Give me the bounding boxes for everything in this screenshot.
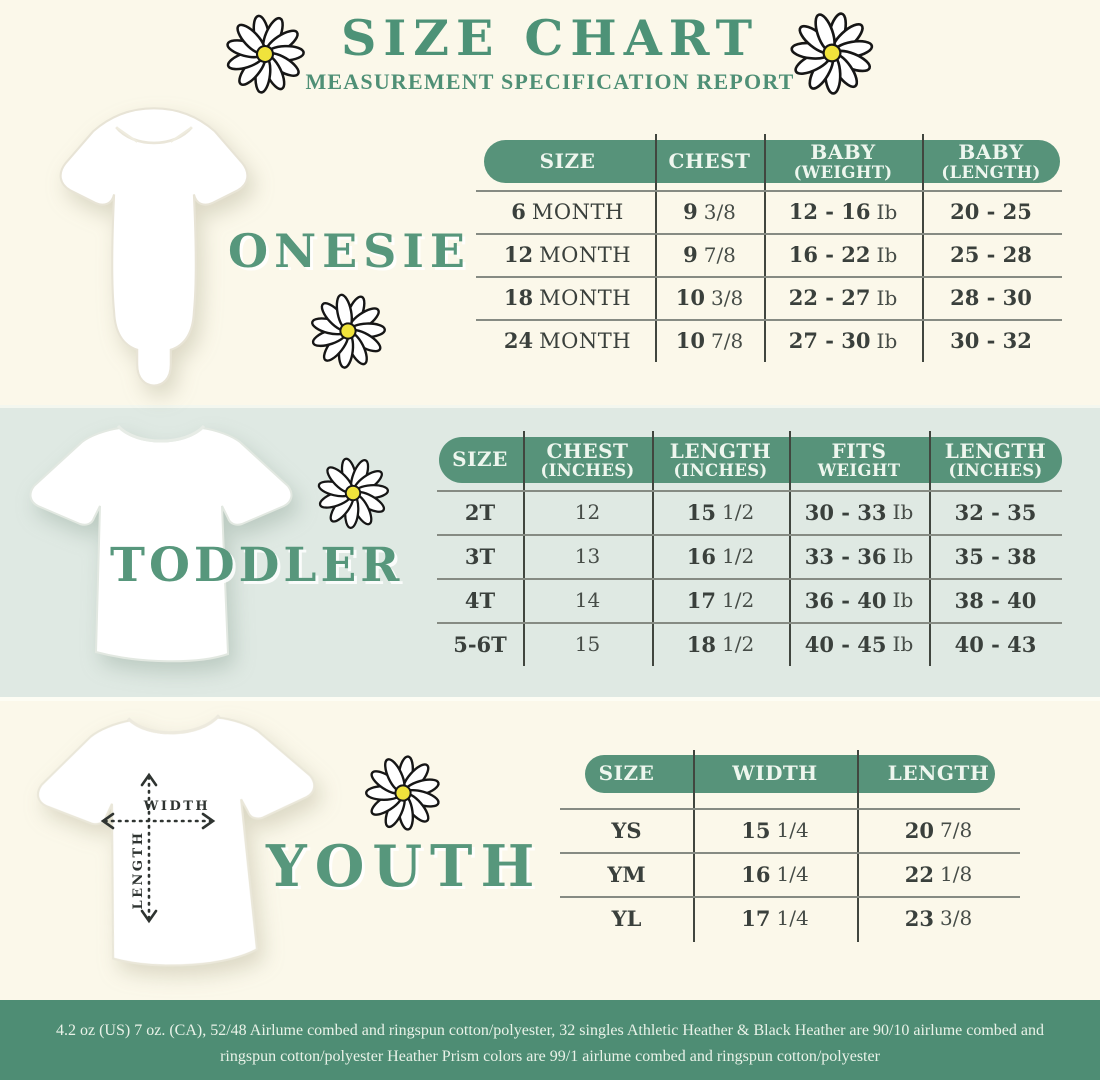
section-divider — [0, 697, 1100, 701]
column-header: BABY (WEIGHT) — [793, 140, 893, 182]
page-title: SIZE CHART — [340, 9, 760, 67]
cell-baby-weight: 22 - 27 Ib — [788, 285, 898, 310]
onesie-title: ONESIE — [228, 224, 471, 278]
youth-size-table — [560, 745, 1020, 945]
column-header: LENGTH (INCHES) — [669, 438, 772, 481]
column-header: WIDTH — [732, 761, 818, 786]
cell-chest: 10 3/8 — [675, 285, 744, 310]
measurement-diagram — [80, 760, 260, 940]
cell-size: 24 MONTH — [503, 328, 632, 353]
cell-size: 6 MONTH — [511, 199, 624, 224]
cell-baby-weight: 27 - 30 Ib — [788, 328, 898, 353]
toddler-size-table — [437, 425, 1062, 667]
width-label: WIDTH — [143, 799, 211, 814]
cell-baby-length: 20 - 25 — [950, 199, 1032, 224]
cell-chest: 14 — [574, 588, 601, 612]
cell-length2: 38 - 40 — [954, 587, 1037, 613]
cell-length: 23 3/8 — [904, 905, 973, 931]
column-header: SIZE — [598, 761, 655, 786]
daisy-icon — [296, 279, 400, 383]
table-header-row — [480, 140, 1060, 183]
cell-fits-weight: 36 - 40 Ib — [804, 587, 914, 613]
column-header: FITS WEIGHT — [817, 438, 901, 481]
toddler-title: TODDLER — [110, 538, 404, 593]
cell-chest: 12 — [574, 500, 601, 524]
cell-chest: 9 7/8 — [683, 242, 736, 267]
column-header: LENGTH (INCHES) — [944, 438, 1047, 481]
cell-length: 18 1/2 — [686, 631, 755, 657]
cell-length: 15 1/2 — [686, 499, 755, 525]
cell-size: 5-6T — [453, 631, 507, 657]
onesie-size-table — [480, 130, 1060, 366]
cell-size: YL — [611, 905, 642, 931]
table-header-row — [437, 437, 1062, 483]
cell-length2: 32 - 35 — [954, 499, 1037, 525]
column-header: BABY (LENGTH) — [941, 140, 1041, 182]
cell-size: 2T — [464, 499, 496, 525]
cell-length2: 35 - 38 — [954, 543, 1037, 569]
cell-fits-weight: 30 - 33 Ib — [804, 499, 914, 525]
table-body — [560, 808, 1020, 940]
cell-fits-weight: 33 - 36 Ib — [804, 543, 914, 569]
cell-size: YM — [607, 861, 646, 887]
header — [0, 9, 1100, 95]
table-header-row — [560, 755, 1020, 793]
page-subtitle: MEASUREMENT SPECIFICATION REPORT — [305, 69, 795, 94]
column-header: CHEST (INCHES) — [540, 438, 635, 481]
cell-baby-weight: 12 - 16 Ib — [788, 199, 898, 224]
cell-size: 12 MONTH — [503, 242, 632, 267]
cell-length: 20 7/8 — [904, 817, 973, 843]
length-label: LENGTH — [131, 830, 146, 910]
daisy-icon — [358, 748, 448, 838]
cell-baby-length: 25 - 28 — [950, 242, 1032, 267]
cell-length2: 40 - 43 — [954, 631, 1037, 657]
cell-width: 16 1/4 — [741, 861, 809, 887]
cell-baby-length: 30 - 32 — [950, 328, 1032, 353]
cell-baby-length: 28 - 30 — [950, 285, 1032, 310]
cell-width: 15 1/4 — [741, 817, 809, 843]
cell-chest: 10 7/8 — [675, 328, 744, 353]
column-header: SIZE — [452, 447, 508, 472]
cell-chest: 9 3/8 — [683, 199, 736, 224]
cell-size: 4T — [464, 587, 496, 613]
cell-baby-weight: 16 - 22 Ib — [788, 242, 898, 267]
cell-fits-weight: 40 - 45 Ib — [804, 631, 914, 657]
table-body — [437, 490, 1062, 666]
cell-size: 3T — [464, 543, 496, 569]
cell-length: 16 1/2 — [686, 543, 755, 569]
table-body — [480, 190, 1060, 362]
column-header: LENGTH — [887, 761, 990, 786]
cell-width: 17 1/4 — [741, 905, 809, 931]
column-header: SIZE — [539, 148, 596, 173]
daisy-icon — [308, 448, 398, 538]
cell-size: YS — [611, 817, 642, 843]
cell-length: 22 1/8 — [904, 861, 973, 887]
fabric-description: 4.2 oz (US) 7 oz. (CA), 52/48 Airlume combed and ringspun cotton/polyester, 32 singles Athletic Heather & Black Heather are 90/10 airlume combed and ringspun cotton/polyester Heather Prism colors are 99/1 airlume combed and ringspun cotton/polyester — [56, 1022, 1044, 1066]
cell-chest: 15 — [574, 632, 601, 656]
column-header: CHEST — [668, 148, 751, 173]
youth-title: YOUTH — [266, 833, 543, 900]
cell-chest: 13 — [574, 544, 601, 568]
cell-length: 17 1/2 — [686, 587, 755, 613]
cell-size: 18 MONTH — [503, 285, 632, 310]
